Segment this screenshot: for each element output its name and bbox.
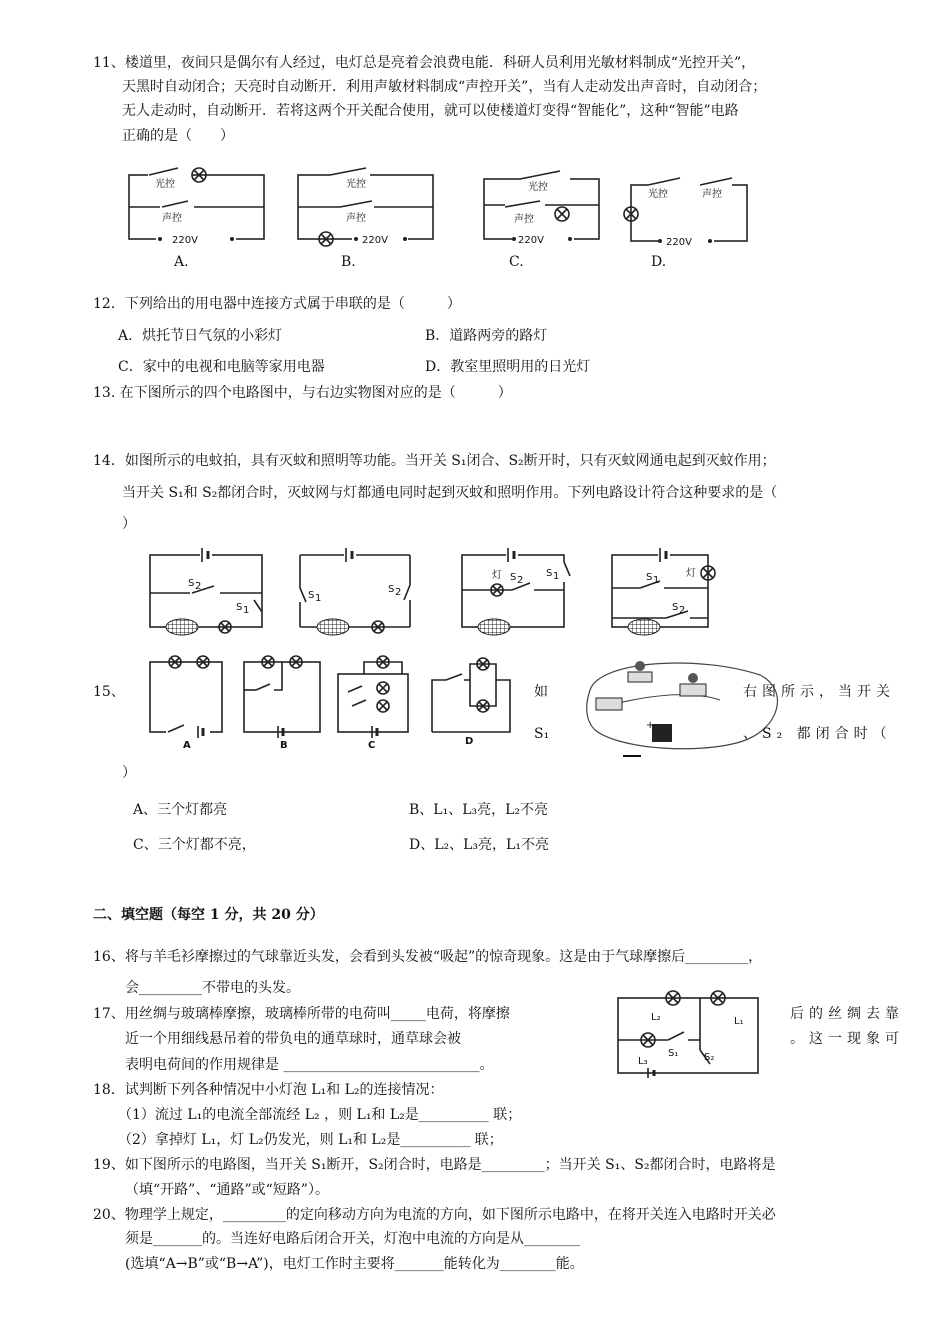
q15-circuit-a	[150, 656, 222, 751]
q11-circuits	[0, 165, 950, 275]
svg-text:1: 1	[553, 571, 560, 582]
q11-a-voltage: 220V	[172, 235, 198, 246]
q12-option-a: A．烘托节日气氛的小彩灯	[118, 328, 283, 344]
q18-stem: 18．试判断下列各种情况中小灯泡 L₁和 L₂的连接情况：	[93, 1082, 444, 1098]
q17-line-3: 表明电荷间的作用规律是 ____________________________。	[125, 1057, 494, 1073]
q15-ru: 如	[534, 684, 548, 700]
q14-circuit-d	[612, 548, 715, 635]
q11-d-light-label: 光控	[648, 189, 668, 200]
q17-line-2: 近一个用细线悬吊着的带负电的通草球时，通草球会被	[125, 1031, 461, 1047]
q15-s2-text: 、S₂ 都闭合时（	[743, 726, 892, 742]
q11-circuit-c	[484, 171, 599, 246]
q17-line-1: 17、用丝绸与玻璃棒摩擦，玻璃棒所带的电荷叫_____电荷，将摩擦	[93, 1006, 510, 1022]
q11-line-1: 11、楼道里，夜间只是偶尔有人经过，电灯总是亮着会浪费电能．科研人员利用光敏材料制成“光控开关”，	[93, 55, 756, 71]
q12-option-d: D．教室里照明用的日光灯	[425, 359, 591, 375]
q12-option-c: C．家中的电视和电脑等家用电器	[118, 359, 325, 375]
q15-label-a: A	[183, 740, 191, 751]
svg-text:1: 1	[243, 605, 250, 616]
q14-c-lamp: 灯	[492, 570, 502, 581]
q17-label-l3: L₃	[638, 1056, 648, 1067]
q11-circuit-b	[298, 168, 433, 246]
q11-option-c: C.	[509, 254, 524, 270]
q17-circuit	[0, 990, 950, 1080]
q20-line-3: (选填“A→B”或“B→A”)，电灯工作时主要将_______能转化为________能。	[125, 1256, 584, 1272]
q11-c-sound-label: 声控	[514, 214, 534, 225]
q14-circuits	[0, 540, 950, 640]
svg-text:1: 1	[653, 575, 660, 586]
q19-line-1: 19、如下图所示的电路图，当开关 S₁断开，S₂闭合时，电路是_________；当开关 S₁、S₂都闭合时，电路将是	[93, 1157, 776, 1173]
q11-b-voltage: 220V	[362, 235, 388, 246]
q11-c-light-label: 光控	[528, 182, 548, 193]
q11-circuit-a	[129, 168, 264, 246]
q12-option-b: B．道路两旁的路灯	[425, 328, 548, 344]
q15-right-text: 右图所示，当开关	[743, 684, 895, 700]
q19-line-2: （填“开路”、“通路”或“短路”）。	[125, 1182, 329, 1198]
q14-c-s1: S	[546, 568, 553, 579]
q18-part-1: （1）流过 L₁的电流全部流经 L₂ ，则 L₁和 L₂是__________ 联；	[118, 1107, 522, 1123]
q11-option-a: A.	[174, 254, 189, 270]
q11-b-light-label: 光控	[346, 179, 366, 190]
q14-d-lamp: 灯	[686, 568, 696, 579]
q17-label-l2: L₂	[651, 1012, 661, 1023]
q15-circuit-d	[432, 658, 510, 747]
svg-text:2: 2	[395, 587, 402, 598]
q14-circuit-a	[150, 548, 262, 635]
q17-label-s2: S₂	[704, 1052, 715, 1063]
q14-line-1: 14．如图所示的电蚊拍，具有灭蚊和照明等功能。当开关 S₁闭合、S₂断开时，只有灭蚊网通电起到灭蚊作用；	[93, 453, 776, 469]
svg-text:2: 2	[679, 605, 686, 616]
q11-line-2: 天黑时自动闭合；天亮时自动断开．利用声敏材料制成“声控开关”，当有人走动发出声音时，自动闭合；	[122, 79, 767, 95]
q15-option-b: B、L₁、L₃亮，L₂不亮	[409, 802, 549, 818]
svg-text:+: +	[646, 720, 655, 731]
q14-b-s2: S	[388, 584, 395, 595]
q15-option-c: C、三个灯都不亮，	[133, 837, 256, 853]
q11-d-sound-label: 声控	[702, 189, 722, 200]
q15-s1: S₁	[534, 726, 550, 742]
q11-line-3: 无人走动时，自动断开．若将这两个开关配合使用，就可以使楼道灯变得“智能化”，这种“智能”电路	[122, 103, 739, 119]
q15-circuit-c	[338, 656, 408, 751]
q14-line-2: 当开关 S₁和 S₂都闭合时，灭蚊网与灯都通电同时起到灭蚊和照明作用。下列电路设计符合这种要求的是（	[122, 485, 778, 501]
q11-circuit-d	[624, 178, 747, 248]
q15-label-d: D	[465, 736, 474, 747]
q11-a-light-label: 光控	[155, 179, 175, 190]
q14-d-s1: S	[646, 572, 653, 583]
q15-option-d: D、L₂、L₃亮，L₁不亮	[409, 837, 549, 853]
q20-line-1: 20、物理学上规定，_________的定向移动方向为电流的方向，如下图所示电路中，在将开关连入电路时开关必	[93, 1207, 776, 1223]
svg-text:2: 2	[517, 575, 524, 586]
section-2-title: 二、填空题（每空 1 分，共 20 分）	[93, 907, 324, 923]
q15-label-c: C	[368, 740, 376, 751]
q14-c-s2: S	[510, 572, 517, 583]
q11-option-b: B.	[341, 254, 356, 270]
q15-number: 15、	[93, 684, 125, 700]
q11-option-d: D.	[651, 254, 667, 270]
q20-line-2: 须是_______的。当连好电路后闭合开关，灯泡中电流的方向是从________	[125, 1231, 580, 1247]
q11-b-sound-label: 声控	[346, 213, 366, 224]
q18-part-2: （2）拿掉灯 L₁，灯 L₂仍发光，则 L₁和 L₂是__________ 联；	[118, 1132, 503, 1148]
q17-label-l1: L₁	[734, 1016, 744, 1027]
q16-line-2: 会_________不带电的头发。	[125, 980, 300, 996]
q11-d-voltage: 220V	[666, 237, 692, 248]
q11-a-sound-label: 声控	[162, 213, 182, 224]
q16-line-1: 16、将与羊毛衫摩擦过的气球靠近头发，会看到头发被“吸起”的惊奇现象。这是由于气球摩擦后_________，	[93, 949, 763, 965]
q11-line-4: 正确的是（ ）	[122, 128, 234, 144]
q14-a-s1: S	[236, 602, 243, 613]
q13-stem: 13. 在下图所示的四个电路图中，与右边实物图对应的是（ ）	[93, 385, 512, 401]
q14-b-s1: S	[308, 590, 315, 601]
q15-option-a: A、三个灯都亮	[133, 802, 228, 818]
q17-line-2-right: 。这一现象可	[790, 1031, 904, 1047]
svg-text:2: 2	[195, 581, 202, 592]
q17-line-1-right: 后的丝绸去靠	[790, 1006, 904, 1022]
q14-line-3: ）	[122, 516, 136, 532]
q11-c-voltage: 220V	[518, 235, 544, 246]
q14-d-s2: S	[672, 602, 679, 613]
q15-close: ）	[122, 765, 136, 781]
svg-text:1: 1	[315, 593, 322, 604]
q14-a-s2: S	[188, 578, 195, 589]
q15-label-b: B	[280, 740, 288, 751]
q12-stem: 12．下列给出的用电器中连接方式属于串联的是（ ）	[93, 296, 461, 312]
q14-circuit-c	[462, 548, 572, 635]
q15-circuit-b	[244, 656, 320, 751]
q14-circuit-b	[300, 548, 410, 635]
q17-label-s1: S₁	[668, 1048, 679, 1059]
